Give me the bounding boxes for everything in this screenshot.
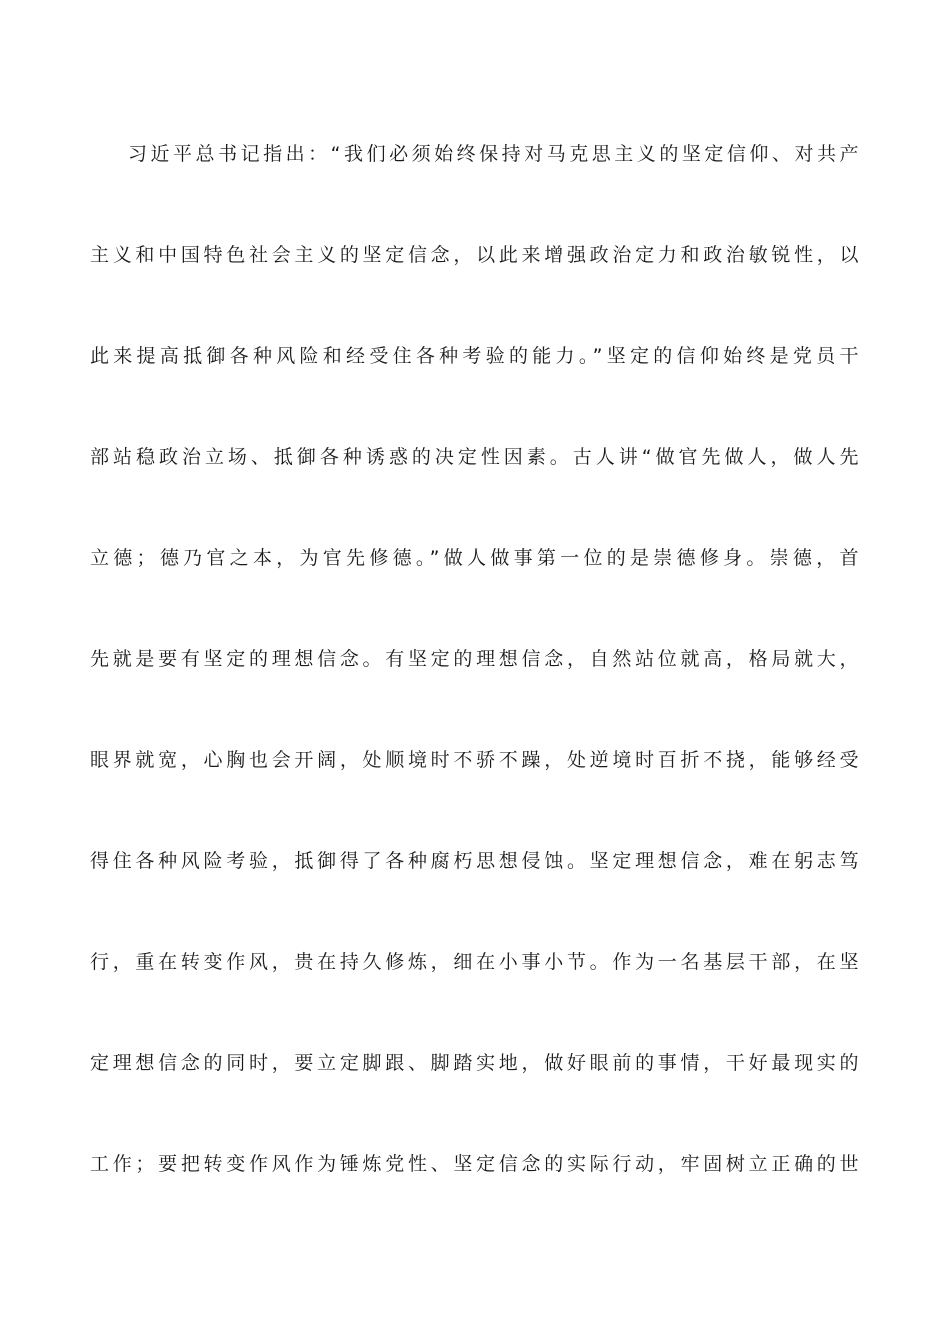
paragraph-line-4: 部站稳政治立场、抵御各种诱惑的决定性因素。古人讲“做官先做人，做人先 <box>90 446 860 468</box>
paragraph-line-3: 此来提高抵御各种风险和经受住各种考验的能力。”坚定的信仰始终是党员干 <box>90 345 860 367</box>
body-paragraph <box>90 133 860 1244</box>
paragraph-line-5: 立德；德乃官之本，为官先修德。”做人做事第一位的是崇德修身。崇德，首 <box>90 547 860 569</box>
paragraph-line-11: 工作；要把转变作风作为锤炼党性、坚定信念的实际行动，牢固树立正确的世 <box>90 1153 860 1175</box>
paragraph-line-10: 定理想信念的同时，要立定脚跟、脚踏实地，做好眼前的事情，干好最现实的 <box>90 1052 860 1074</box>
paragraph-line-7: 眼界就宽，心胸也会开阔，处顺境时不骄不躁，处逆境时百折不挠，能够经受 <box>90 749 860 771</box>
paragraph-line-8: 得住各种风险考验，抵御得了各种腐朽思想侵蚀。坚定理想信念，难在躬志笃 <box>90 850 860 872</box>
paragraph-line-6: 先就是要有坚定的理想信念。有坚定的理想信念，自然站位就高，格局就大， <box>90 648 860 670</box>
paragraph-line-2: 主义和中国特色社会主义的坚定信念，以此来增强政治定力和政治敏锐性，以 <box>90 244 860 266</box>
paragraph-line-9: 行，重在转变作风，贵在持久修炼，细在小事小节。作为一名基层干部，在坚 <box>90 951 860 973</box>
paragraph-line-1: 习近平总书记指出：“我们必须始终保持对马克思主义的坚定信仰、对共产 <box>128 143 860 165</box>
